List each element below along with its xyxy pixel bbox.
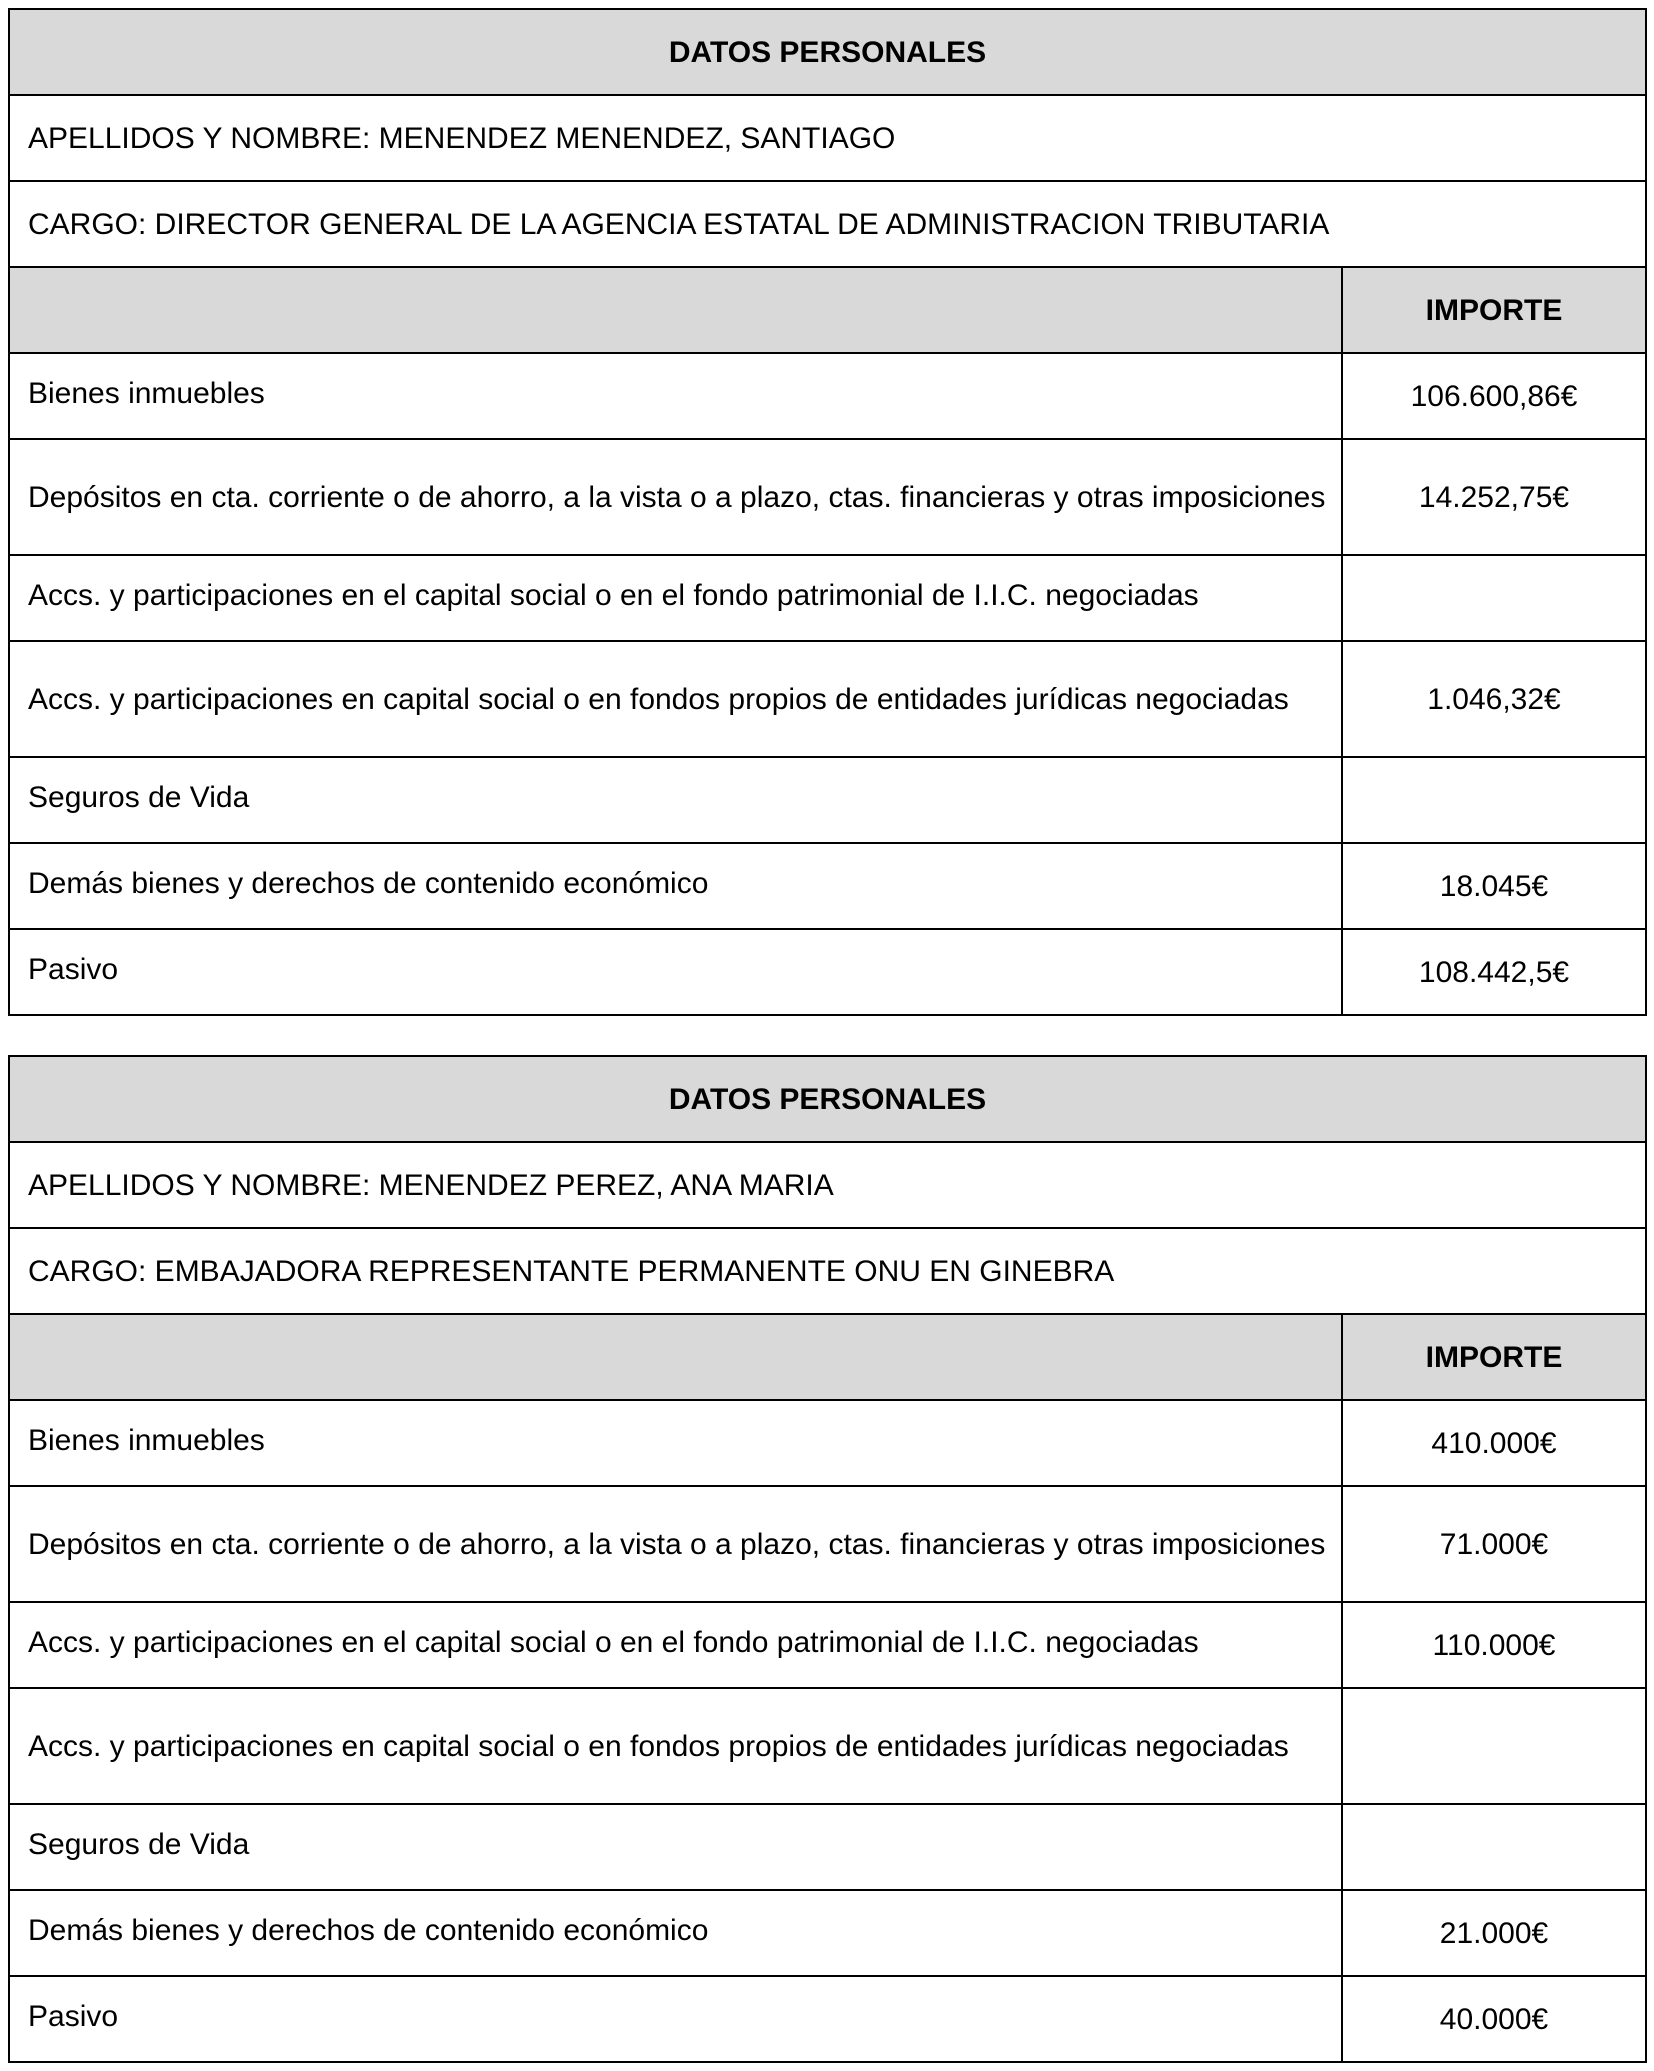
row-amount: 21.000€ (1342, 1890, 1646, 1976)
table-row (9, 843, 1646, 929)
table-row (9, 757, 1646, 843)
row-label: Accs. y participaciones en capital social o en fondos propios de entidades jurídicas negociadas (9, 1688, 1342, 1804)
table-row (9, 1400, 1646, 1486)
row-label: Pasivo (9, 929, 1342, 1015)
section-header: DATOS PERSONALES (9, 1056, 1646, 1142)
row-amount (1342, 555, 1646, 641)
name-line: APELLIDOS Y NOMBRE: MENENDEZ PEREZ, ANA MARIA (9, 1142, 1646, 1228)
row-label: Depósitos en cta. corriente o de ahorro, a la vista o a plazo, ctas. financieras y otras imposiciones (9, 1486, 1342, 1602)
section-header: DATOS PERSONALES (9, 9, 1646, 95)
row-amount: 110.000€ (1342, 1602, 1646, 1688)
row-label: Seguros de Vida (9, 1804, 1342, 1890)
row-amount: 40.000€ (1342, 1976, 1646, 2062)
declaration-table-1 (8, 8, 1647, 1016)
table-row (9, 929, 1646, 1015)
row-label: Demás bienes y derechos de contenido económico (9, 843, 1342, 929)
importe-column-header: IMPORTE (1342, 1314, 1646, 1400)
table-row (9, 1688, 1646, 1804)
row-label: Bienes inmuebles (9, 1400, 1342, 1486)
concept-column-header (9, 1314, 1342, 1400)
table-row (9, 1890, 1646, 1976)
row-amount: 106.600,86€ (1342, 353, 1646, 439)
importe-column-header: IMPORTE (1342, 267, 1646, 353)
row-label: Pasivo (9, 1976, 1342, 2062)
row-label: Depósitos en cta. corriente o de ahorro, a la vista o a plazo, ctas. financieras y otras imposiciones (9, 439, 1342, 555)
row-amount: 18.045€ (1342, 843, 1646, 929)
table-row (9, 1976, 1646, 2062)
row-amount: 108.442,5€ (1342, 929, 1646, 1015)
row-label: Accs. y participaciones en el capital social o en el fondo patrimonial de I.I.C. negociadas (9, 555, 1342, 641)
table-row (9, 1804, 1646, 1890)
table-row (9, 641, 1646, 757)
row-amount (1342, 1804, 1646, 1890)
row-amount: 14.252,75€ (1342, 439, 1646, 555)
cargo-line: CARGO: EMBAJADORA REPRESENTANTE PERMANENTE ONU EN GINEBRA (9, 1228, 1646, 1314)
row-amount: 410.000€ (1342, 1400, 1646, 1486)
table-row (9, 1602, 1646, 1688)
row-label: Bienes inmuebles (9, 353, 1342, 439)
concept-column-header (9, 267, 1342, 353)
row-label: Seguros de Vida (9, 757, 1342, 843)
row-amount: 1.046,32€ (1342, 641, 1646, 757)
table-row (9, 1486, 1646, 1602)
row-label: Accs. y participaciones en capital social o en fondos propios de entidades jurídicas negociadas (9, 641, 1342, 757)
table-row (9, 439, 1646, 555)
declaration-table-2 (8, 1055, 1647, 2063)
cargo-line: CARGO: DIRECTOR GENERAL DE LA AGENCIA ESTATAL DE ADMINISTRACION TRIBUTARIA (9, 181, 1646, 267)
row-label: Demás bienes y derechos de contenido económico (9, 1890, 1342, 1976)
table-row (9, 353, 1646, 439)
row-label: Accs. y participaciones en el capital social o en el fondo patrimonial de I.I.C. negociadas (9, 1602, 1342, 1688)
table-row (9, 555, 1646, 641)
row-amount (1342, 757, 1646, 843)
name-line: APELLIDOS Y NOMBRE: MENENDEZ MENENDEZ, SANTIAGO (9, 95, 1646, 181)
row-amount: 71.000€ (1342, 1486, 1646, 1602)
row-amount (1342, 1688, 1646, 1804)
